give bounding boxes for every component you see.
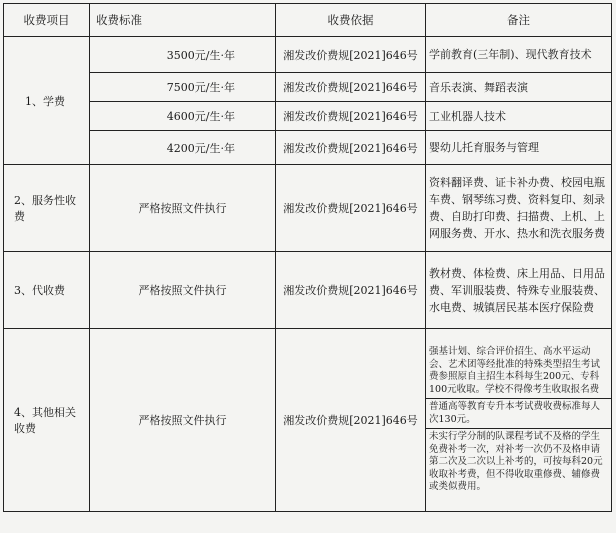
tuition-note-0: 学前教育(三年制)、现代教育技术 — [426, 37, 612, 73]
agency-item: 3、代收费 — [4, 252, 90, 329]
table-row — [4, 131, 612, 165]
other-note-3: 未实行学分制的队课程考试不及格的学生免费补考一次，对补考一次仍不及格申请第二次及二次以上补考的，可按每科20元收取补考费，但不得收取重修费、辅修费或类似费用。 — [426, 428, 611, 494]
table-row — [4, 252, 612, 329]
tuition-note-2: 工业机器人技术 — [426, 102, 612, 131]
fee-table-sheet — [3, 3, 611, 530]
other-note — [426, 329, 612, 512]
other-item: 4、其他相关收费 — [4, 329, 90, 512]
header-basis: 收费依据 — [276, 4, 426, 37]
other-note-1: 强基计划、综合评价招生、高水平运动会、艺术团等经批准的特殊类型招生考试费参照原自主招生本科每生200元、专科100元收取。学校不得像考生收取报名费 — [429, 346, 601, 395]
other-note-2: 普通高等教育专升本考试费收费标准每人次130元。 — [426, 398, 611, 426]
tuition-basis-0: 湘发改价费规[2021]646号 — [276, 37, 426, 73]
table-row — [4, 37, 612, 73]
table-row — [4, 329, 612, 512]
agency-note: 教材费、体检费、床上用品、日用品费、军训服装费、特殊专业服装费、水电费、城镇居民基本医疗保险费 — [426, 252, 612, 329]
header-standard: 收费标准 — [90, 4, 276, 37]
tuition-basis-1: 湘发改价费规[2021]646号 — [276, 73, 426, 102]
tuition-std-2: 4600元/生·年 — [90, 102, 276, 131]
agency-std: 严格按照文件执行 — [90, 252, 276, 329]
other-std: 严格按照文件执行 — [90, 329, 276, 512]
table-header-row — [4, 4, 612, 37]
table-row — [4, 165, 612, 252]
table-row — [4, 73, 612, 102]
tuition-std-1: 7500元/生·年 — [90, 73, 276, 102]
tuition-note-3: 婴幼儿托育服务与管理 — [426, 131, 612, 165]
service-item: 2、服务性收费 — [4, 165, 90, 252]
service-note: 资料翻译费、证卡补办费、校园电瓶车费、钢琴练习费、资料复印、刻录费、自助打印费、扫描费、上机、上网服务费、开水、热水和洗衣服务费 — [426, 165, 612, 252]
header-item: 收费项目 — [4, 4, 90, 37]
tuition-basis-2: 湘发改价费规[2021]646号 — [276, 102, 426, 131]
header-note: 备注 — [426, 4, 612, 37]
tuition-std-3: 4200元/生·年 — [90, 131, 276, 165]
agency-basis: 湘发改价费规[2021]646号 — [276, 252, 426, 329]
service-std: 严格按照文件执行 — [90, 165, 276, 252]
other-basis: 湘发改价费规[2021]646号 — [276, 329, 426, 512]
service-basis: 湘发改价费规[2021]646号 — [276, 165, 426, 252]
tuition-item: 1、学费 — [4, 37, 90, 165]
tuition-basis-3: 湘发改价费规[2021]646号 — [276, 131, 426, 165]
tuition-note-1: 音乐表演、舞蹈表演 — [426, 73, 612, 102]
fee-table — [3, 3, 612, 512]
tuition-std-0: 3500元/生·年 — [90, 37, 276, 73]
table-row — [4, 102, 612, 131]
